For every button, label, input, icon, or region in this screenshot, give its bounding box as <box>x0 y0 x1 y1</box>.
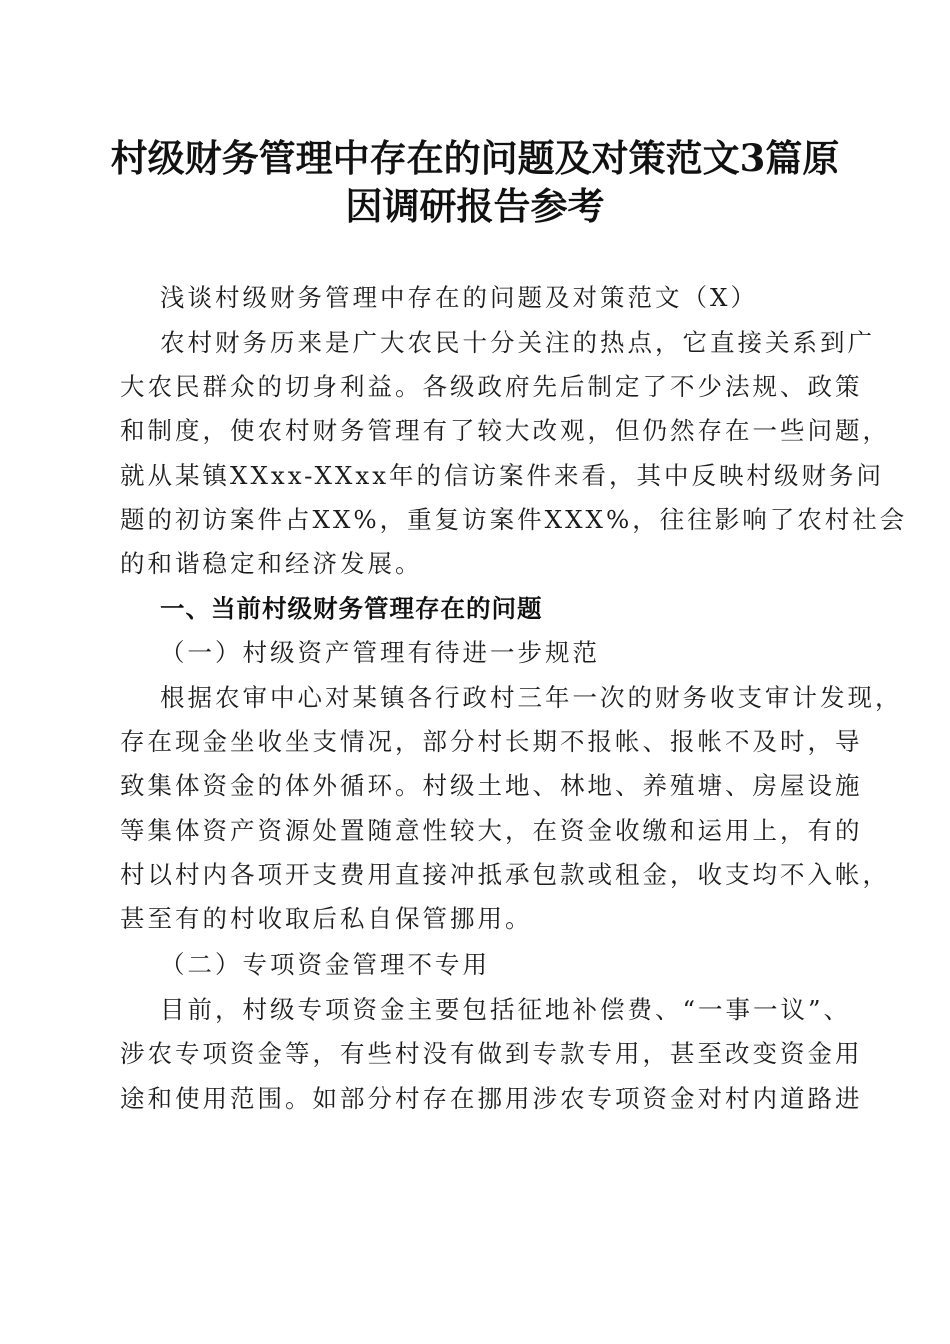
paragraph-line: 致集体资金的体外循环。村级土地、林地、养殖塘、房屋设施 <box>120 771 863 800</box>
paragraph-line: 存在现金坐收坐支情况，部分村长期不报帐、报帐不及时，导 <box>120 727 863 756</box>
paragraph-line: 和制度，使农村财务管理有了较大改观，但仍然存在一些问题， <box>120 416 890 445</box>
paragraph-line: 农村财务历来是广大农民十分关注的热点，它直接关系到广 <box>160 328 875 357</box>
paragraph-line: 根据农审中心对某镇各行政村三年一次的财务收支审计发现， <box>160 683 903 712</box>
subsection-heading: （一）村级资产管理有待进一步规范 <box>160 638 600 667</box>
paragraph-line: 村以村内各项开支费用直接冲抵承包款或租金，收支均不入帐， <box>120 860 890 889</box>
paragraph-line: 等集体资产资源处置随意性较大，在资金收缴和运用上，有的 <box>120 816 863 845</box>
section-heading: 一、当前村级财务管理存在的问题 <box>160 594 543 623</box>
paragraph-line: 途和使用范围。如部分村存在挪用涉农专项资金对村内道路进 <box>120 1084 863 1113</box>
paragraph-line: 目前，村级专项资金主要包括征地补偿费、“一事一议”、 <box>160 995 852 1024</box>
paragraph-line: 涉农专项资金等，有些村没有做到专款专用，甚至改变资金用 <box>120 1039 863 1068</box>
paragraph-line: 题的初访案件占XX%，重复访案件XXX%，往往影响了农村社会 <box>120 505 908 534</box>
document-title-line-2: 因调研报告参考 <box>345 184 605 228</box>
paragraph-line: 的和谐稳定和经济发展。 <box>120 549 423 578</box>
paragraph-line: 就从某镇XXxx-XXxx年的信访案件来看，其中反映村级财务问 <box>120 461 885 490</box>
subsection-heading: （二）专项资金管理不专用 <box>160 950 490 979</box>
paragraph-line: 甚至有的村收取后私自保管挪用。 <box>120 904 533 933</box>
paragraph-line: 大农民群众的切身利益。各级政府先后制定了不少法规、政策 <box>120 372 863 401</box>
document-subtitle: 浅谈村级财务管理中存在的问题及对策范文（X） <box>160 283 758 312</box>
document-title-line-1: 村级财务管理中存在的问题及对策范文3篇原 <box>110 136 840 180</box>
